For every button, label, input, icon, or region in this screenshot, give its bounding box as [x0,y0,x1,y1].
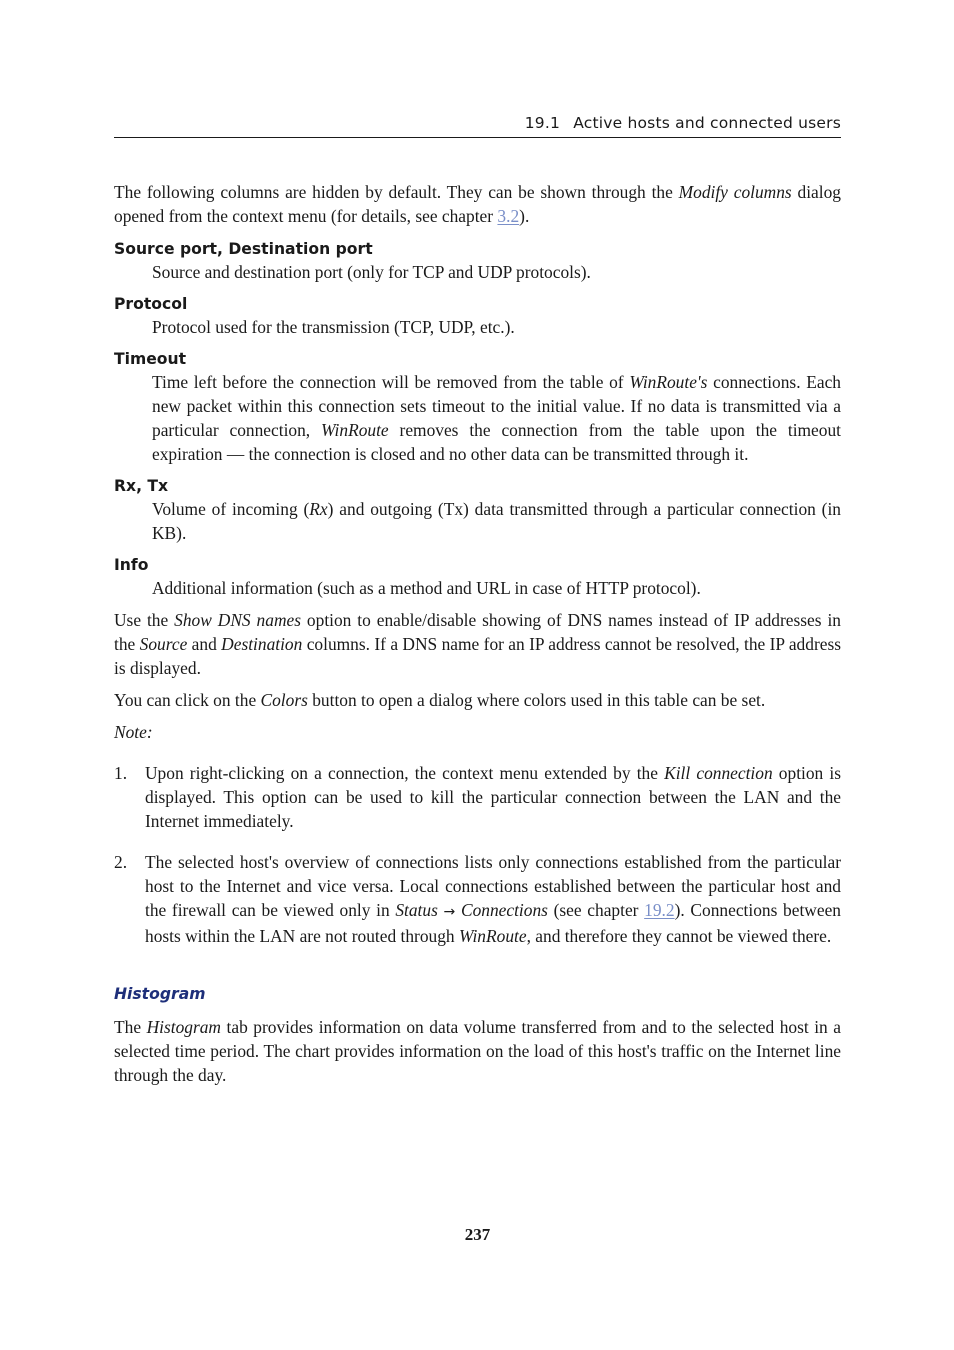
def-text: removes the connection from the table upon the timeout expiration — the connection is closed and no other data can be transmitted through it. [152,420,842,464]
section-number: 19.1 [524,114,561,132]
right-arrow-icon: → [443,904,456,920]
running-header [525,114,841,132]
para-text: button to open a dialog where colors used in this table can be set. [307,690,766,710]
para-emphasis: Destination [221,634,303,654]
note-text: , and therefore they cannot be viewed there. [526,926,832,946]
para-emphasis: Show DNS names [174,610,301,630]
para-emphasis: Colors [260,690,308,710]
para-text: Use the [114,610,175,630]
note-text: Upon right-clicking on a connection, the context menu extended by the [145,763,665,783]
note-item [114,850,841,948]
para-emphasis: Source [139,634,188,654]
note-text: (see chapter [547,900,645,920]
def-emphasis: WinRoute [321,420,389,440]
note-emphasis: Connections [460,900,548,920]
term-rx-tx: Rx, Tx [114,477,169,495]
para-text: and [187,634,222,654]
para-text: option to enable/disable showing of DNS names instead of IP addresses in the [114,610,841,654]
notes-list [114,761,841,948]
para-text: tab provides information on data volume transferred from and to the selected host in a selected time period. The chart provides information on the load of this host's traffic on the Internet line through the day. [114,1017,841,1085]
note-label: Note: [114,722,153,742]
note-text: The selected host's overview of connections lists only connections established from the particular host to the Internet and vice versa. Local connections established between the particular host and the firewall can be viewed only in [145,852,841,920]
def-text: ) and outgoing (Tx) data transmitted through a particular connection (in KB). [152,499,841,543]
histogram-paragraph [114,1015,841,1087]
header-rule [114,137,841,138]
def-text: Time left before the connection will be removed from the table of [152,372,630,392]
def-timeout [114,370,841,466]
intro-text: ). [519,206,530,226]
term-source-destination-port: Source port, Destination port [114,240,373,258]
intro-emphasis: Modify columns [678,182,792,202]
page-body [114,180,841,1087]
dns-names-paragraph [114,608,841,680]
note-item [114,761,841,833]
note-text: ). Connections between hosts within the LAN are not routed through [145,900,841,946]
def-protocol: Protocol used for the transmission (TCP, UDP, etc.). [152,317,515,337]
histogram-heading: Histogram [114,985,206,1003]
list-marker: 2. [114,852,128,872]
intro-text: dialog opened from the context menu (for details, see chapter [114,182,841,226]
intro-text: The following columns are hidden by default. They can be shown through the [114,182,679,202]
para-text: The [114,1017,147,1037]
term-protocol: Protocol [114,295,188,313]
def-emphasis: Rx [309,499,328,519]
def-text: connections. Each new packet within this connection sets timeout to the initial value. If no data is transmitted via a particular connection, [152,372,841,440]
def-info: Additional information (such as a method and URL in case of HTTP protocol). [152,578,701,598]
def-text: Volume of incoming ( [152,499,310,519]
section-title: Active hosts and connected users [573,114,841,132]
def-emphasis: WinRoute's [629,372,708,392]
para-text: You can click on the [114,690,261,710]
note-text: option is displayed. This option can be used to kill the particular connection between the LAN and the Internet immediately. [145,763,841,831]
term-timeout: Timeout [114,350,187,368]
note-emphasis: WinRoute [458,926,527,946]
chapter-link-19-2[interactable]: 19.2 [644,900,675,920]
page-number: 237 [464,1225,491,1244]
list-marker: 1. [114,763,128,783]
chapter-link-3-2[interactable]: 3.2 [497,206,520,226]
def-rx-tx [114,497,841,545]
term-info: Info [114,556,149,574]
colors-paragraph [114,688,841,712]
intro-paragraph [114,180,841,228]
column-definitions [114,238,841,600]
note-emphasis: Status [395,900,438,920]
para-emphasis: Histogram [146,1017,221,1037]
para-text: columns. If a DNS name for an IP address cannot be resolved, the IP address is displayed. [114,634,841,678]
def-source-destination-port: Source and destination port (only for TCP and UDP protocols). [152,262,591,282]
note-emphasis: Kill connection [664,763,773,783]
